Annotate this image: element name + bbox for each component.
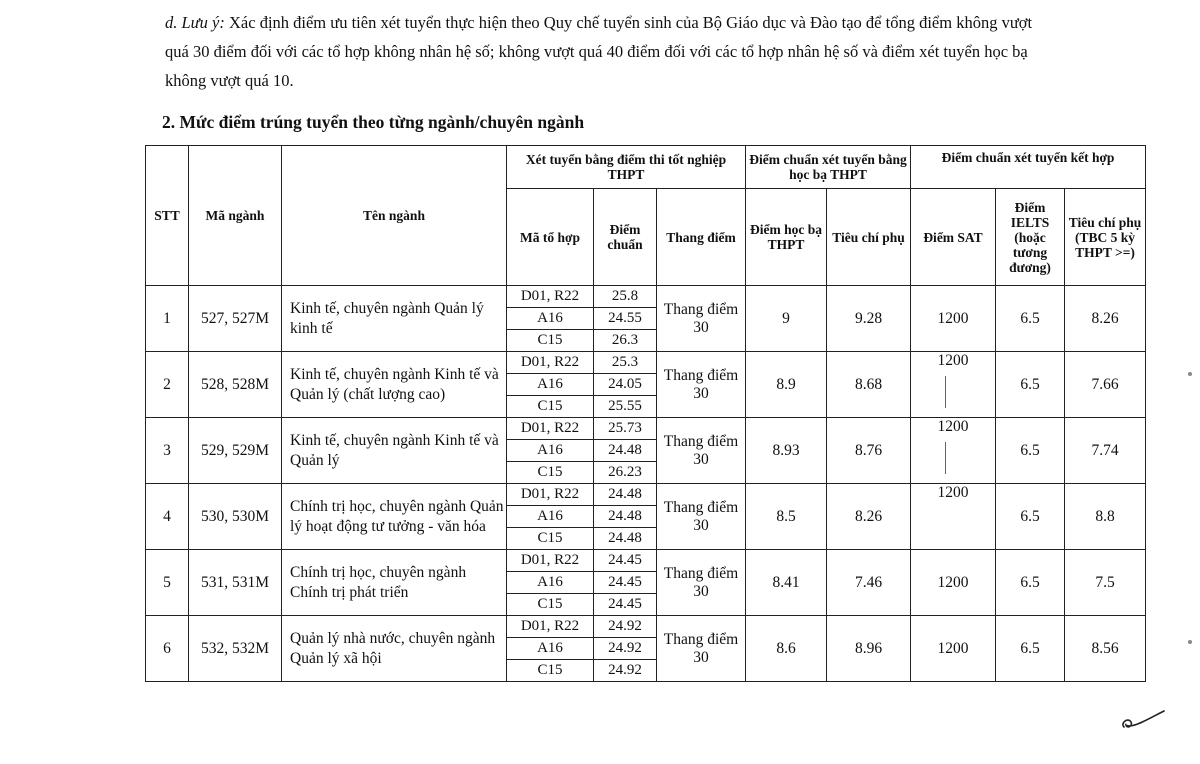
cell-ma-nganh: 528, 528M: [189, 352, 282, 418]
cell-diem-ielts: 6.5: [996, 616, 1065, 682]
section-heading: 2. Mức điểm trúng tuyển theo từng ngành/chuyên ngành: [162, 112, 585, 132]
cell-tbc: 7.66: [1065, 352, 1146, 418]
sat-value: 1200: [937, 418, 969, 435]
cell-ma-to-hop: A16: [507, 374, 594, 396]
cell-ma-to-hop: A16: [507, 506, 594, 528]
header-group-ket-hop: Điểm chuẩn xét tuyển kết hợp: [911, 146, 1146, 189]
note-paragraph: [165, 8, 1150, 95]
cell-diem-chuan: 24.92: [594, 638, 657, 660]
header-tieu-chi-phu: Tiêu chí phụ: [827, 189, 911, 286]
table-row: [146, 418, 1146, 440]
cell-diem-chuan: 26.3: [594, 330, 657, 352]
cell-diem-chuan: 24.48: [594, 484, 657, 506]
cell-diem-chuan: 24.48: [594, 506, 657, 528]
cell-ma-to-hop: D01, R22: [507, 352, 594, 374]
cell-tieu-chi-phu: 7.46: [827, 550, 911, 616]
header-diem-chuan: Điểm chuẩn: [594, 189, 657, 286]
cell-tbc: 7.74: [1065, 418, 1146, 484]
cell-diem-chuan: 25.73: [594, 418, 657, 440]
cell-ma-to-hop: C15: [507, 528, 594, 550]
cell-ma-nganh: 530, 530M: [189, 484, 282, 550]
header-diem-ielts: Điểm IELTS (hoặc tương đương): [996, 189, 1065, 286]
cell-ten-nganh: Chính trị học, chuyên ngành Chính trị phát triển: [282, 550, 507, 616]
header-stt: STT: [146, 146, 189, 286]
table-row: [146, 286, 1146, 308]
cell-diem-sat: [911, 352, 996, 418]
cell-diem-chuan: 24.92: [594, 616, 657, 638]
cell-ma-to-hop: C15: [507, 396, 594, 418]
scan-mark: [1188, 372, 1192, 376]
scan-mark: [1188, 640, 1192, 644]
table-row: [146, 616, 1146, 638]
cell-diem-hoc-ba: 8.9: [746, 352, 827, 418]
cell-diem-ielts: 6.5: [996, 550, 1065, 616]
cell-tbc: 8.56: [1065, 616, 1146, 682]
note-line-2: quá 30 điểm đối với các tổ hợp không nhân hệ số; không vượt quá 40 điểm đối với các tổ hợp nhân hệ số và điểm xét tuyển học bạ: [165, 42, 1028, 61]
cell-diem-chuan: 24.45: [594, 550, 657, 572]
cell-diem-sat: [911, 418, 996, 484]
cell-tbc: 7.5: [1065, 550, 1146, 616]
cell-ma-to-hop: A16: [507, 308, 594, 330]
header-ten-nganh: Tên ngành: [282, 146, 507, 286]
cell-stt: 3: [146, 418, 189, 484]
cell-thang-diem: Thang điểm 30: [657, 352, 746, 418]
cell-diem-sat: 1200: [911, 616, 996, 682]
cell-thang-diem: Thang điểm 30: [657, 484, 746, 550]
cell-ma-nganh: 529, 529M: [189, 418, 282, 484]
cell-ma-to-hop: C15: [507, 594, 594, 616]
cell-diem-chuan: 24.48: [594, 440, 657, 462]
cell-stt: 1: [146, 286, 189, 352]
cell-diem-sat: 1200: [911, 550, 996, 616]
header-ma-to-hop: Mã tổ hợp: [507, 189, 594, 286]
cell-diem-hoc-ba: 8.6: [746, 616, 827, 682]
cell-diem-chuan: 25.55: [594, 396, 657, 418]
cell-tbc: 8.8: [1065, 484, 1146, 550]
cell-ma-to-hop: A16: [507, 440, 594, 462]
cell-stt: 6: [146, 616, 189, 682]
cell-stt: 4: [146, 484, 189, 550]
cell-diem-hoc-ba: 8.41: [746, 550, 827, 616]
cell-diem-chuan: 24.92: [594, 660, 657, 682]
header-ma-nganh: Mã ngành: [189, 146, 282, 286]
cell-diem-chuan: 24.05: [594, 374, 657, 396]
cell-ten-nganh: Kinh tế, chuyên ngành Quản lý kinh tế: [282, 286, 507, 352]
cell-tieu-chi-phu: 9.28: [827, 286, 911, 352]
cell-ten-nganh: Quản lý nhà nước, chuyên ngành Quản lý xã hội: [282, 616, 507, 682]
sat-value: 1200: [937, 484, 969, 501]
table-row: [146, 484, 1146, 506]
cell-ma-to-hop: C15: [507, 330, 594, 352]
cell-diem-hoc-ba: 8.5: [746, 484, 827, 550]
cell-diem-chuan: 26.23: [594, 462, 657, 484]
cell-diem-sat: [911, 484, 996, 550]
cell-thang-diem: Thang điểm 30: [657, 418, 746, 484]
cell-diem-ielts: 6.5: [996, 484, 1065, 550]
cell-thang-diem: Thang điểm 30: [657, 286, 746, 352]
note-line-1: [165, 8, 1150, 37]
cell-ma-to-hop: A16: [507, 572, 594, 594]
cell-tieu-chi-phu: 8.26: [827, 484, 911, 550]
cell-diem-hoc-ba: 9: [746, 286, 827, 352]
cell-ma-to-hop: D01, R22: [507, 286, 594, 308]
stray-mark: [945, 442, 946, 474]
header-tieu-chi-phu-tbc: Tiêu chí phụ (TBC 5 kỳ THPT >=): [1065, 189, 1146, 286]
cell-stt: 2: [146, 352, 189, 418]
cell-diem-ielts: 6.5: [996, 352, 1065, 418]
cell-tbc: 8.26: [1065, 286, 1146, 352]
header-thang-diem: Thang điểm: [657, 189, 746, 286]
cell-diem-chuan: 24.55: [594, 308, 657, 330]
cell-ten-nganh: Kinh tế, chuyên ngành Kinh tế và Quản lý: [282, 418, 507, 484]
cell-diem-chuan: 25.8: [594, 286, 657, 308]
table-row: [146, 550, 1146, 572]
table-row: [146, 352, 1146, 374]
cell-ma-to-hop: A16: [507, 638, 594, 660]
cell-ma-to-hop: D01, R22: [507, 616, 594, 638]
cell-ma-to-hop: C15: [507, 462, 594, 484]
cell-ma-nganh: 527, 527M: [189, 286, 282, 352]
admission-scores-table: [145, 145, 1146, 682]
cell-tieu-chi-phu: 8.68: [827, 352, 911, 418]
cell-diem-chuan: 24.45: [594, 594, 657, 616]
sat-value: 1200: [937, 352, 969, 369]
cell-diem-chuan: 24.45: [594, 572, 657, 594]
header-diem-sat: Điểm SAT: [911, 189, 996, 286]
stray-mark: [945, 376, 946, 408]
cell-thang-diem: Thang điểm 30: [657, 616, 746, 682]
cell-ma-to-hop: D01, R22: [507, 550, 594, 572]
cell-ten-nganh: Kinh tế, chuyên ngành Kinh tế và Quản lý (chất lượng cao): [282, 352, 507, 418]
cell-ma-nganh: 532, 532M: [189, 616, 282, 682]
cell-ma-to-hop: C15: [507, 660, 594, 682]
cell-diem-chuan: 24.48: [594, 528, 657, 550]
cell-ma-to-hop: D01, R22: [507, 484, 594, 506]
header-group-hoc-ba: Điểm chuẩn xét tuyển bằng học bạ THPT: [746, 146, 911, 189]
handwritten-signature-mark: [1118, 705, 1168, 735]
cell-tieu-chi-phu: 8.96: [827, 616, 911, 682]
cell-diem-sat: 1200: [911, 286, 996, 352]
note-line-1-text: Xác định điểm ưu tiên xét tuyển thực hiện theo Quy chế tuyển sinh của Bộ Giáo dục và Đào tạo để tổng điểm không vượt: [224, 13, 1033, 32]
cell-ma-nganh: 531, 531M: [189, 550, 282, 616]
note-line-3: không vượt quá 10.: [165, 71, 294, 90]
cell-ma-to-hop: D01, R22: [507, 418, 594, 440]
note-label: d. Lưu ý:: [165, 13, 225, 32]
header-diem-hoc-ba: Điểm học bạ THPT: [746, 189, 827, 286]
cell-diem-ielts: 6.5: [996, 418, 1065, 484]
cell-stt: 5: [146, 550, 189, 616]
cell-thang-diem: Thang điểm 30: [657, 550, 746, 616]
cell-diem-ielts: 6.5: [996, 286, 1065, 352]
header-group-thpt: Xét tuyển bằng điểm thi tốt nghiệp THPT: [507, 146, 746, 189]
cell-ten-nganh: Chính trị học, chuyên ngành Quản lý hoạt động tư tưởng - văn hóa: [282, 484, 507, 550]
cell-diem-chuan: 25.3: [594, 352, 657, 374]
cell-tieu-chi-phu: 8.76: [827, 418, 911, 484]
cell-diem-hoc-ba: 8.93: [746, 418, 827, 484]
